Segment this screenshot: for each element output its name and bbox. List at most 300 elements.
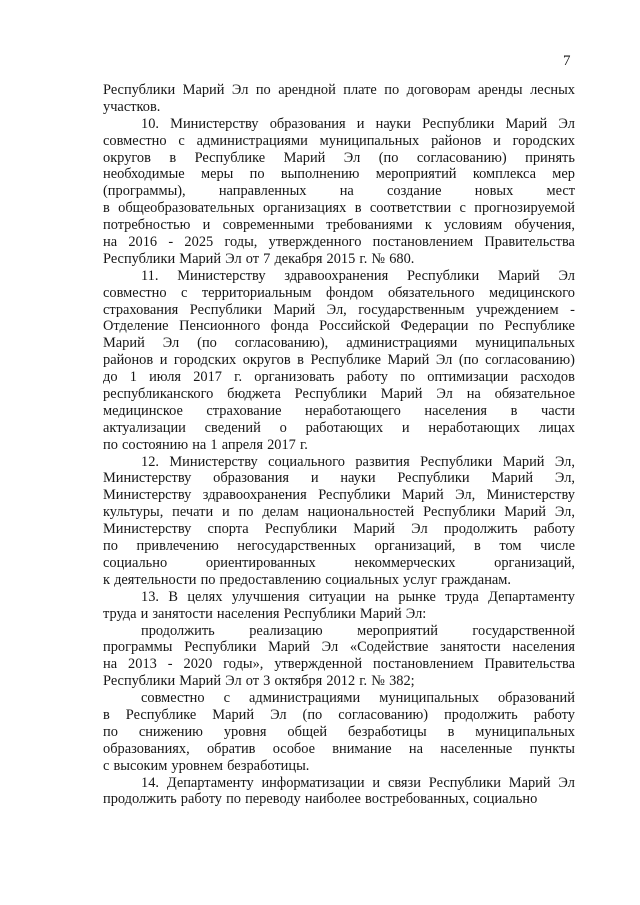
word: 14. [141, 774, 159, 791]
paragraph-p-14 [103, 775, 575, 809]
word: в [169, 149, 177, 166]
text-line [103, 183, 575, 200]
text-line [103, 707, 575, 724]
word: «Содействие [349, 639, 429, 656]
word: медицинского [488, 284, 575, 301]
word: Марий [268, 639, 310, 656]
word: внимание [332, 740, 392, 757]
text-line [103, 150, 575, 167]
word: на [374, 588, 389, 605]
word: Эл, [326, 301, 347, 318]
word: Республики [420, 453, 493, 470]
word: мероприятий [357, 622, 438, 639]
word: выполнению [280, 166, 360, 183]
word: Республики [294, 386, 367, 403]
text-line [103, 268, 575, 285]
word: направленных [218, 183, 307, 200]
word: Марий [491, 470, 534, 487]
word: необходимые [103, 166, 185, 183]
word: 10. [141, 115, 159, 132]
word: согласованию) [485, 352, 575, 369]
word: постановлением [372, 234, 474, 251]
word: Российской [319, 318, 391, 335]
word: Министерству [103, 521, 192, 538]
word: Марий [353, 521, 395, 538]
word: республиканского [103, 386, 214, 403]
word: ориентированных [205, 554, 316, 571]
word: согласованию), [234, 335, 329, 352]
word: Республики [422, 115, 495, 132]
word: Марий [502, 453, 545, 470]
word: по [238, 504, 254, 521]
word: городских [173, 352, 237, 369]
word: продолжить [141, 622, 215, 639]
paragraph-p-13 [103, 589, 575, 623]
word: реализацию [249, 622, 323, 639]
word: меры [200, 166, 234, 183]
text-line [103, 639, 575, 656]
word: 2017 [193, 369, 222, 386]
word: арендной [278, 82, 336, 98]
word: по [400, 369, 416, 386]
document-body [103, 82, 575, 808]
word: Министерству [169, 453, 258, 470]
paragraph-p-continued [103, 82, 575, 116]
text-line: продолжить работу по переводу наиболее востребованных, социально [103, 791, 538, 808]
word: мер [552, 166, 575, 183]
word: в [510, 402, 518, 419]
word: принять [525, 149, 575, 166]
text-line [103, 487, 575, 504]
word: условиям [444, 217, 503, 234]
word: и [159, 352, 168, 369]
word: Республике [310, 352, 382, 369]
word: привлечению [136, 538, 219, 555]
text-line [103, 403, 575, 420]
word: части [540, 402, 575, 419]
word: социально [103, 554, 168, 571]
word: округов [103, 149, 151, 166]
word: соответствии [369, 200, 452, 217]
text-line [103, 656, 575, 673]
word: Отделение [103, 318, 169, 335]
word: том [499, 538, 522, 555]
word: с [459, 200, 466, 217]
word: Республики [397, 470, 470, 487]
word: Эл [231, 82, 249, 98]
word: по [103, 723, 118, 740]
word: Эл [321, 639, 339, 656]
word: особое [272, 740, 315, 757]
word: Марий [505, 115, 548, 132]
word: 13. [141, 588, 159, 605]
word: совместно [103, 284, 167, 301]
word: по [384, 82, 400, 98]
word: согласованию) [338, 706, 429, 723]
word: Марий [273, 301, 316, 318]
word: печати [172, 504, 214, 521]
word: по [249, 166, 265, 183]
word: науки [340, 470, 376, 487]
word: - [167, 656, 173, 673]
text-line [103, 775, 575, 792]
word: некоммерческих [354, 554, 456, 571]
word: Республики [264, 521, 338, 538]
word: 2020 [183, 656, 213, 673]
word: фондом [325, 284, 374, 301]
word: целях [187, 588, 223, 605]
word: спорта [207, 521, 249, 538]
text-line: Республики Марий Эл от 3 октября 2012 г. № 382; [103, 673, 415, 690]
word: образования [213, 470, 290, 487]
word: Эл, [554, 453, 575, 470]
word: учреждением [476, 301, 559, 318]
word: работу [533, 706, 575, 723]
word: и [202, 217, 211, 234]
word: государственной [472, 622, 575, 639]
word: новых [474, 183, 514, 200]
word: Республики [423, 504, 496, 521]
word: уровня [223, 723, 267, 740]
word: социального [268, 453, 345, 470]
word: на [103, 656, 118, 673]
word: июля [149, 369, 182, 386]
text-line [103, 538, 575, 555]
word: организовать [254, 369, 335, 386]
word: (программы), [103, 183, 186, 200]
word: Марий [212, 706, 255, 723]
text-line: труда и занятости населения Республики Марий Эл: [103, 605, 427, 622]
word: Республике [504, 318, 575, 335]
word: В [168, 588, 178, 605]
word: негосударственных [237, 538, 356, 555]
text-line [103, 369, 575, 386]
word: по [479, 318, 494, 335]
word: и [372, 774, 381, 791]
word: Марий [387, 352, 430, 369]
word: создание [386, 183, 442, 200]
paragraph-p-11 [103, 268, 575, 454]
text-line [103, 470, 575, 487]
word: мероприятий [375, 166, 457, 183]
word: числе [540, 538, 575, 555]
word: программы [103, 639, 173, 656]
word: лицах [538, 419, 575, 436]
word: на [408, 740, 423, 757]
word: комплекса [472, 166, 536, 183]
text-line: по состоянию на 1 апреля 2017 г. [103, 436, 308, 453]
word: сведений [204, 419, 261, 436]
word: пункты [529, 740, 575, 757]
word: Эл, [554, 504, 575, 521]
word: администрациями [249, 690, 361, 707]
word: 11. [141, 267, 159, 284]
word: муниципальных [475, 723, 575, 740]
word: здравоохранения [202, 487, 307, 504]
word: утвержденного [268, 234, 362, 251]
word: по [103, 538, 118, 555]
word: Министерству [103, 470, 192, 487]
word: до [103, 369, 118, 386]
word: работу [346, 369, 389, 386]
word: и [493, 132, 501, 149]
word: образований [497, 690, 575, 707]
word: продолжить [443, 521, 518, 538]
word: страхования [103, 301, 179, 318]
word: Республики [184, 639, 257, 656]
word: медицинское [103, 402, 183, 419]
word: Эл [162, 335, 180, 352]
word: Республики [407, 267, 480, 284]
word: Эл [270, 706, 287, 723]
text-line [103, 386, 575, 403]
word: оптимизации [427, 369, 509, 386]
word: аренды [477, 82, 523, 98]
text-line [103, 82, 575, 99]
paragraph-p-12 [103, 454, 575, 589]
paragraph-p-10 [103, 116, 575, 268]
word: культуры, [103, 504, 164, 521]
word: фонда [270, 318, 309, 335]
text-line [103, 166, 575, 183]
word: муниципальных [379, 690, 479, 707]
word: в [354, 200, 362, 217]
word: 2013 [128, 656, 157, 673]
word: Министерству [486, 487, 575, 504]
word: здравоохранения [284, 267, 389, 284]
word: Пенсионного [179, 318, 261, 335]
word: рынке [398, 588, 436, 605]
word: Правительства [484, 656, 575, 673]
word: Министерству [177, 267, 266, 284]
word: общей [287, 723, 328, 740]
word: Марий [283, 149, 326, 166]
word: и [222, 504, 230, 521]
word: неработающего [305, 402, 401, 419]
word: администрациями [196, 132, 308, 149]
word: Республике [194, 149, 266, 166]
text-line [103, 217, 575, 234]
word: Республики [318, 487, 391, 504]
text-line: к деятельности по предоставлению социальных услуг гражданам. [103, 571, 511, 588]
text-line: Республики Марий Эл от 7 декабря 2015 г. № 680. [103, 250, 415, 267]
text-line [103, 420, 575, 437]
word: населения [512, 639, 575, 656]
paragraph-p-13a [103, 623, 575, 691]
word: Эл [558, 774, 575, 791]
word: обязательное [494, 386, 575, 403]
word: Эл [558, 115, 575, 132]
word: образованиях, [103, 740, 190, 757]
word: организациях [262, 200, 347, 217]
word: 2016 [128, 234, 158, 251]
word: совместно [141, 690, 205, 707]
text-line [103, 504, 575, 521]
word: постановлением [373, 656, 474, 673]
page-number: 7 [563, 53, 571, 69]
word: потребностью [103, 217, 191, 234]
word: общеобразовательных [118, 200, 255, 217]
word: Марий [182, 82, 225, 98]
word: неработающих [428, 419, 520, 436]
word: (по [302, 706, 323, 723]
word: населенные [440, 740, 513, 757]
word: о [279, 419, 287, 436]
word: и [356, 115, 365, 132]
word: Министерству [103, 487, 192, 504]
word: к [424, 217, 432, 234]
text-line [103, 724, 575, 741]
word: труда [445, 588, 479, 605]
word: актуализации [103, 419, 186, 436]
word: науки [375, 115, 411, 132]
word: Эл [435, 352, 453, 369]
text-line [103, 318, 575, 335]
word: Эл [436, 386, 453, 403]
text-line [103, 335, 575, 352]
word: улучшения [231, 588, 300, 605]
word: районов [103, 352, 154, 369]
word: в [103, 706, 110, 723]
word: с [181, 284, 188, 301]
word: Республике [125, 706, 197, 723]
word: расходов [520, 369, 575, 386]
text-line [103, 234, 575, 251]
word: Марий [508, 774, 551, 791]
text-line [103, 741, 575, 758]
word: городских [512, 132, 575, 149]
text-line [103, 352, 575, 369]
word: в [473, 538, 481, 555]
word: на [466, 386, 481, 403]
text-line [103, 589, 575, 606]
text-line [103, 454, 575, 471]
word: организаций, [494, 554, 575, 571]
word: Департаменту [488, 588, 575, 605]
word: 1 [129, 369, 137, 386]
word: современными [222, 217, 314, 234]
word: занятости [440, 639, 501, 656]
text-line [103, 623, 575, 640]
word: округов [242, 352, 291, 369]
word: Эл [343, 149, 361, 166]
word: годы», [223, 656, 264, 673]
word: в [297, 352, 304, 369]
word: - [168, 234, 174, 251]
word: Марий [401, 487, 444, 504]
word: лесных [530, 82, 575, 98]
word: связи [387, 774, 421, 791]
word: Федерации [400, 318, 469, 335]
word: Республики [428, 774, 501, 791]
word: требованиями [326, 217, 413, 234]
word: и [401, 419, 410, 436]
word: Марий [103, 335, 145, 352]
word: национальностей [307, 504, 415, 521]
word: образования [269, 115, 346, 132]
word: по [255, 82, 271, 98]
word: делам [262, 504, 299, 521]
word: с [223, 690, 230, 707]
word: г. [234, 369, 243, 386]
word: мест [546, 183, 575, 200]
text-line [103, 555, 575, 572]
word: на [103, 234, 118, 251]
paragraph-p-13b [103, 690, 575, 774]
text-line [103, 285, 575, 302]
word: договорам [406, 82, 471, 98]
text-line [103, 116, 575, 133]
word: прогнозируемой [474, 200, 575, 217]
word: бюджета [227, 386, 281, 403]
text-line [103, 521, 575, 538]
word: Правительства [484, 234, 575, 251]
word: Эл, [554, 470, 575, 487]
word: муниципальных [475, 335, 575, 352]
text-line [103, 690, 575, 707]
word: населения [424, 402, 488, 419]
word: Марий [504, 504, 546, 521]
word: годы, [224, 234, 258, 251]
word: согласованию) [416, 149, 507, 166]
word: снижению [138, 723, 203, 740]
word: (по [378, 149, 399, 166]
word: (по [458, 352, 479, 369]
word: ситуации [308, 588, 366, 605]
word: 2025 [184, 234, 214, 251]
word: Марий [497, 267, 540, 284]
text-line: участков. [103, 98, 161, 115]
word: организаций, [374, 538, 456, 555]
word: администрациями [346, 335, 458, 352]
word: в [447, 723, 455, 740]
word: утвержденной [274, 656, 363, 673]
word: Эл [411, 521, 428, 538]
word: обратив [206, 740, 256, 757]
word: работу [533, 521, 575, 538]
word: и [310, 470, 319, 487]
word: обязательного [387, 284, 475, 301]
word: работающих [305, 419, 384, 436]
word: Эл, [455, 487, 476, 504]
word: 12. [141, 453, 159, 470]
word: - [570, 301, 575, 318]
word: плате [343, 82, 377, 98]
text-line [103, 133, 575, 150]
word: государственным [358, 301, 465, 318]
word: безработицы [348, 723, 427, 740]
word: информатизации [261, 774, 365, 791]
word: Республики [189, 301, 262, 318]
word: Эл [558, 267, 575, 284]
word: (по [197, 335, 217, 352]
word: Республики [103, 82, 176, 98]
text-line: с высоким уровнем безработицы. [103, 757, 310, 774]
word: страхование [206, 402, 282, 419]
word: в [103, 200, 110, 217]
word: продолжить [444, 706, 518, 723]
word: с [178, 132, 185, 149]
word: районов [431, 132, 482, 149]
word: муниципальных [319, 132, 420, 149]
text-line [103, 302, 575, 319]
word: развития [355, 453, 410, 470]
word: совместно [103, 132, 167, 149]
word: обучения, [514, 217, 575, 234]
word: Марий [380, 386, 423, 403]
word: территориальным [201, 284, 312, 301]
word: Министерству [170, 115, 259, 132]
